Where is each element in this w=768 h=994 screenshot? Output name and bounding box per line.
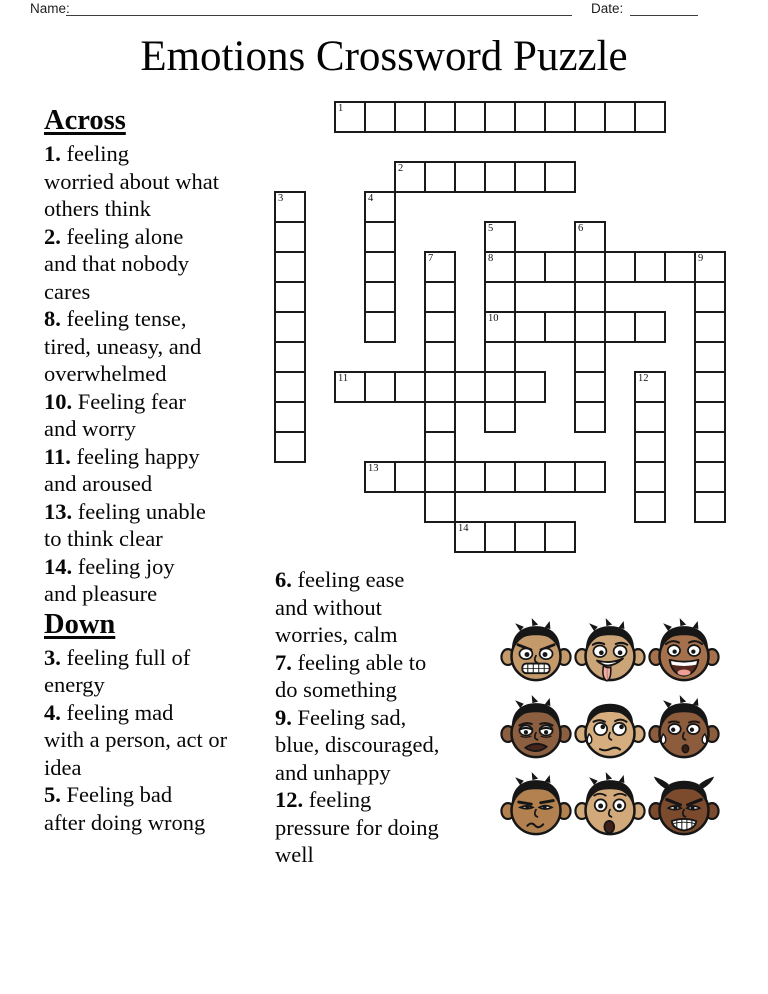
clue-line bbox=[44, 388, 279, 416]
clue-line bbox=[44, 781, 279, 809]
clue-text: feeling alone bbox=[66, 223, 184, 249]
crossword-cell[interactable] bbox=[364, 371, 396, 403]
crossword-cell[interactable] bbox=[484, 311, 516, 343]
crossword-cell[interactable] bbox=[634, 461, 666, 493]
crossword-cell[interactable] bbox=[364, 221, 396, 253]
clue-text: do something bbox=[275, 677, 397, 702]
clue-text: pressure for doing bbox=[275, 814, 439, 840]
crossword-cell[interactable] bbox=[484, 521, 516, 553]
clue-text: feeling able to bbox=[297, 649, 427, 675]
clue-number: 13. bbox=[44, 498, 73, 524]
crossword-cell[interactable] bbox=[424, 341, 456, 373]
clue-line bbox=[44, 333, 279, 361]
clue-text: feeling full of bbox=[66, 644, 191, 670]
crossword-cell[interactable] bbox=[694, 251, 726, 283]
clue-text: and without bbox=[275, 594, 382, 620]
crossword-cell[interactable] bbox=[634, 401, 666, 433]
clue-line bbox=[44, 809, 279, 837]
clue-line bbox=[275, 814, 485, 842]
crossword-cell[interactable] bbox=[394, 101, 426, 133]
angry-devil-face bbox=[648, 770, 720, 842]
clue-line bbox=[44, 168, 279, 196]
clue-text: and unhappy bbox=[275, 759, 391, 785]
clue-line bbox=[44, 140, 279, 168]
crossword-cell[interactable] bbox=[694, 431, 726, 463]
clue-text: after doing wrong bbox=[44, 809, 206, 835]
date-input-line[interactable] bbox=[630, 0, 698, 16]
clue-text: feeling bbox=[308, 787, 372, 812]
clue-text: feeling happy bbox=[76, 443, 200, 469]
heading-text: Down bbox=[44, 608, 116, 640]
clue-line bbox=[44, 671, 279, 699]
clue-number: 11. bbox=[44, 443, 71, 469]
crossword-cell[interactable] bbox=[634, 431, 666, 463]
down-heading bbox=[44, 608, 279, 644]
clue-text: Feeling fear bbox=[77, 388, 186, 414]
nervous-sweating-face bbox=[648, 693, 720, 765]
crossword-cell[interactable] bbox=[694, 341, 726, 373]
clue-line bbox=[275, 594, 485, 622]
cell-number: 10 bbox=[488, 313, 499, 324]
crossword-cell[interactable] bbox=[694, 461, 726, 493]
sad-face bbox=[500, 693, 572, 765]
clue-text: Feeling bad bbox=[66, 782, 173, 807]
crossword-cell[interactable] bbox=[364, 191, 396, 223]
clue-text: and aroused bbox=[44, 471, 153, 496]
clue-line bbox=[44, 644, 279, 672]
clue-number: 5. bbox=[44, 782, 61, 807]
page-title: Emotions Crossword Puzzle bbox=[140, 33, 628, 80]
crossword-cell[interactable] bbox=[484, 461, 516, 493]
cell-number: 2 bbox=[398, 163, 404, 174]
crossword-cell[interactable] bbox=[484, 221, 516, 253]
clue-text: blue, discouraged, bbox=[275, 732, 440, 757]
crossword-cell[interactable] bbox=[454, 101, 486, 133]
crossword-cell[interactable] bbox=[334, 101, 366, 133]
clue-text: Feeling sad, bbox=[297, 704, 407, 730]
cell-number: 11 bbox=[338, 373, 349, 384]
cell-number: 3 bbox=[278, 193, 284, 204]
clue-text: well bbox=[275, 842, 314, 867]
crossword-cell[interactable] bbox=[514, 461, 546, 493]
cell-number: 9 bbox=[698, 253, 704, 264]
clue-line bbox=[44, 470, 279, 498]
clue-number: 10. bbox=[44, 388, 73, 414]
crossword-cell[interactable] bbox=[424, 491, 456, 523]
clue-line bbox=[275, 649, 485, 677]
clue-line bbox=[44, 443, 279, 471]
crossword-cell[interactable] bbox=[634, 371, 666, 403]
clue-text: feeling ease bbox=[297, 567, 405, 592]
crossword-cell[interactable] bbox=[574, 401, 606, 433]
crossword-cell[interactable] bbox=[424, 431, 456, 463]
crossword-cell[interactable] bbox=[574, 461, 606, 493]
clue-text: feeling tense, bbox=[66, 306, 187, 331]
clue-number: 1. bbox=[44, 141, 61, 166]
annoyed-smirk-face bbox=[500, 770, 572, 842]
cell-number: 13 bbox=[368, 463, 379, 474]
clue-text: tired, uneasy, and bbox=[44, 333, 202, 359]
cell-number: 1 bbox=[338, 103, 344, 114]
crossword-grid bbox=[275, 102, 727, 554]
crossword-cell[interactable] bbox=[634, 251, 666, 283]
clue-line bbox=[44, 553, 279, 581]
clue-number: 14. bbox=[44, 553, 73, 579]
clue-line bbox=[44, 754, 279, 782]
crossword-cell[interactable] bbox=[574, 221, 606, 253]
clue-text: overwhelmed bbox=[44, 361, 167, 386]
crossword-cell[interactable] bbox=[424, 161, 456, 193]
crossword-cell[interactable] bbox=[394, 461, 426, 493]
clue-text: and pleasure bbox=[44, 581, 158, 606]
crossword-cell[interactable] bbox=[394, 161, 426, 193]
clue-text: feeling joy bbox=[77, 553, 175, 579]
crossword-cell[interactable] bbox=[364, 101, 396, 133]
crossword-cell[interactable] bbox=[364, 311, 396, 343]
crossword-cell[interactable] bbox=[454, 161, 486, 193]
clue-text: and worry bbox=[44, 416, 136, 441]
clue-text: and that nobody bbox=[44, 251, 189, 276]
crossword-cell[interactable] bbox=[394, 371, 426, 403]
clue-text: feeling mad bbox=[66, 699, 174, 725]
crossword-cell[interactable] bbox=[574, 101, 606, 133]
clue-line bbox=[44, 223, 279, 251]
cell-number: 6 bbox=[578, 223, 584, 234]
shocked-face-icon bbox=[574, 770, 646, 842]
clue-text: idea bbox=[44, 754, 82, 780]
silly-tongue-out-face bbox=[574, 616, 646, 688]
crossword-cell[interactable] bbox=[484, 341, 516, 373]
clue-number: 2. bbox=[44, 223, 61, 249]
clue-text: with a person, act or bbox=[44, 727, 228, 752]
cell-number: 8 bbox=[488, 253, 494, 264]
emotion-faces-grid bbox=[500, 616, 726, 848]
clue-line bbox=[44, 498, 279, 526]
crossword-cell[interactable] bbox=[424, 401, 456, 433]
crossword-cell[interactable] bbox=[484, 161, 516, 193]
crossword-cell[interactable] bbox=[574, 281, 606, 313]
furious-clenched-teeth-face-icon bbox=[500, 616, 572, 688]
clue-number: 3. bbox=[44, 644, 61, 670]
crossword-cell[interactable] bbox=[424, 461, 456, 493]
crossword-cell[interactable] bbox=[424, 371, 456, 403]
crossword-cell[interactable] bbox=[694, 401, 726, 433]
clue-line bbox=[44, 415, 279, 443]
clue-line bbox=[44, 699, 279, 727]
sad-face-icon bbox=[500, 693, 572, 765]
crossword-cell[interactable] bbox=[514, 371, 546, 403]
crossword-cell[interactable] bbox=[604, 101, 636, 133]
crossword-cell[interactable] bbox=[514, 101, 546, 133]
clue-line bbox=[44, 195, 279, 223]
crossword-cell[interactable] bbox=[364, 281, 396, 313]
crossword-cell[interactable] bbox=[694, 311, 726, 343]
clue-line bbox=[275, 704, 485, 732]
across-heading bbox=[44, 104, 279, 140]
clue-line bbox=[275, 566, 485, 594]
clue-line bbox=[275, 759, 485, 787]
clue-number: 6. bbox=[275, 567, 292, 592]
clue-text: cares bbox=[44, 278, 91, 304]
crossword-cell[interactable] bbox=[454, 521, 486, 553]
crossword-cell[interactable] bbox=[424, 101, 456, 133]
name-label: Name: bbox=[30, 1, 70, 16]
crossword-cell[interactable] bbox=[574, 341, 606, 373]
clue-text: feeling unable bbox=[77, 498, 206, 524]
crossword-cell[interactable] bbox=[364, 461, 396, 493]
crossword-cell[interactable] bbox=[484, 281, 516, 313]
clue-line bbox=[275, 621, 485, 649]
crossword-cell[interactable] bbox=[484, 371, 516, 403]
crossword-cell[interactable] bbox=[544, 251, 576, 283]
crossword-cell[interactable] bbox=[484, 101, 516, 133]
clue-line bbox=[275, 786, 485, 814]
clue-line bbox=[44, 580, 279, 608]
date-label: Date: bbox=[591, 1, 624, 16]
crossword-cell[interactable] bbox=[574, 251, 606, 283]
clue-text: feeling bbox=[66, 141, 129, 166]
clue-line bbox=[275, 841, 485, 869]
clue-line bbox=[275, 676, 485, 704]
annoyed-smirk-face-icon bbox=[500, 770, 572, 842]
crossword-cell[interactable] bbox=[694, 491, 726, 523]
clue-number: 12. bbox=[275, 787, 304, 812]
crossword-cell[interactable] bbox=[604, 251, 636, 283]
clue-number: 8. bbox=[44, 306, 61, 331]
crossword-cell[interactable] bbox=[454, 461, 486, 493]
cell-number: 7 bbox=[428, 253, 434, 264]
cell-number: 14 bbox=[458, 523, 469, 534]
crossword-cell[interactable] bbox=[424, 311, 456, 343]
crossword-cell[interactable] bbox=[424, 281, 456, 313]
clue-text: worries, calm bbox=[275, 622, 398, 647]
clue-line bbox=[275, 731, 485, 759]
crossword-cell[interactable] bbox=[574, 371, 606, 403]
laughing-face-icon bbox=[648, 616, 720, 688]
crossword-cell[interactable] bbox=[634, 311, 666, 343]
clue-column-left bbox=[44, 104, 279, 836]
crossword-cell[interactable] bbox=[454, 371, 486, 403]
crossword-cell[interactable] bbox=[514, 311, 546, 343]
silly-tongue-out-face-icon bbox=[574, 616, 646, 688]
crossword-cell[interactable] bbox=[514, 521, 546, 553]
crossword-cell[interactable] bbox=[334, 371, 366, 403]
furious-clenched-teeth-face bbox=[500, 616, 572, 688]
name-input-line[interactable] bbox=[66, 0, 572, 16]
clue-text: to think clear bbox=[44, 526, 163, 551]
crossword-cell[interactable] bbox=[514, 251, 546, 283]
nervous-sweating-face-icon bbox=[648, 693, 720, 765]
clue-line bbox=[44, 525, 279, 553]
cell-number: 12 bbox=[638, 373, 649, 384]
clue-text: others think bbox=[44, 196, 151, 221]
clue-line bbox=[44, 726, 279, 754]
heading-text: Across bbox=[44, 105, 126, 136]
clue-line bbox=[44, 278, 279, 306]
cell-number: 4 bbox=[368, 193, 374, 204]
crossword-cell[interactable] bbox=[364, 251, 396, 283]
clue-text: worried about what bbox=[44, 168, 219, 194]
crossword-cell[interactable] bbox=[574, 311, 606, 343]
clue-line bbox=[44, 250, 279, 278]
crossword-cell[interactable] bbox=[604, 311, 636, 343]
crossword-cell[interactable] bbox=[424, 251, 456, 283]
crossword-cell[interactable] bbox=[634, 491, 666, 523]
crossword-cell[interactable] bbox=[484, 251, 516, 283]
crossword-cell[interactable] bbox=[544, 101, 576, 133]
crossword-cell[interactable] bbox=[664, 251, 696, 283]
clue-line bbox=[44, 360, 279, 388]
clue-text: energy bbox=[44, 672, 105, 697]
clue-line bbox=[44, 305, 279, 333]
clue-column-middle bbox=[275, 566, 485, 869]
clue-number: 7. bbox=[275, 649, 292, 675]
crossword-cell[interactable] bbox=[544, 311, 576, 343]
crossword-cell[interactable] bbox=[514, 161, 546, 193]
crossword-cell[interactable] bbox=[694, 371, 726, 403]
crossword-cell[interactable] bbox=[544, 161, 576, 193]
crossword-cell[interactable] bbox=[634, 101, 666, 133]
laughing-face bbox=[648, 616, 720, 688]
crossword-cell[interactable] bbox=[694, 281, 726, 313]
crossword-cell[interactable] bbox=[544, 461, 576, 493]
angry-devil-face-icon bbox=[648, 770, 720, 842]
cell-number: 5 bbox=[488, 223, 494, 234]
crossword-cell[interactable] bbox=[544, 521, 576, 553]
worried-looking-up-face-icon bbox=[574, 693, 646, 765]
shocked-face bbox=[574, 770, 646, 842]
worried-looking-up-face bbox=[574, 693, 646, 765]
clue-number: 9. bbox=[275, 704, 292, 730]
clue-number: 4. bbox=[44, 699, 61, 725]
crossword-cell[interactable] bbox=[484, 401, 516, 433]
